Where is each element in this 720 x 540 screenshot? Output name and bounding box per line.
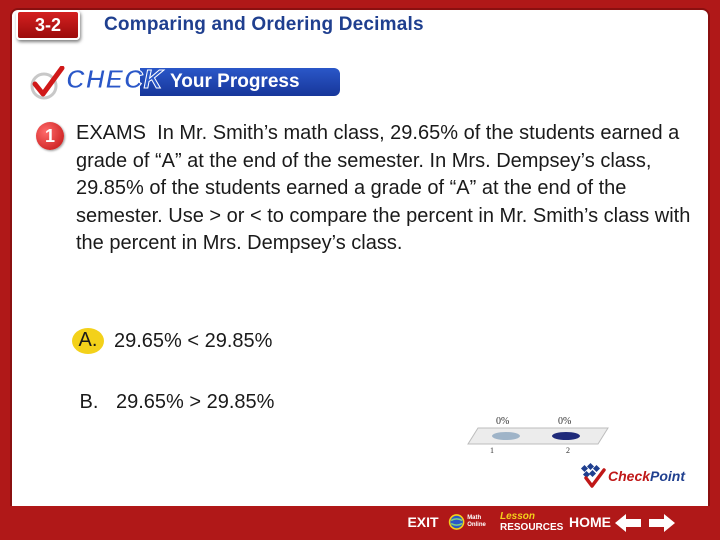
problem-body: In Mr. Smith’s math class, 29.65% of the students earned a grade of “A” at the end of the semester. In Mrs. Dempsey’s class, 29.85% of the students earned a grade of “A” at the end of the semester. Use > or < to compare the percent in Mr. Smith’s class with the percent in Mrs. Dempsey’s class. [76,122,691,254]
answer-letter-b: B. [79,391,99,413]
answer-text-a: 29.65% < 29.85% [114,329,273,352]
lesson-number: 3-2 [34,14,61,35]
check-word: CHECK [66,64,164,94]
checkpoint-point: Point [650,468,686,484]
lesson-resources-line1: Lesson [500,511,536,522]
poll-label-2: 2 [566,446,570,455]
math-online-button[interactable] [448,510,494,534]
arrow-right-icon [647,512,677,534]
check-your-progress-banner [30,64,342,98]
lesson-title: Comparing and Ordering Decimals [104,14,424,35]
poll-percent-1: 0% [496,416,510,427]
home-button[interactable]: HOME [569,514,611,530]
globe-icon [448,511,465,533]
problem-keyword: EXAMS [76,122,147,144]
lesson-resources-button[interactable] [500,510,566,534]
problem-number: 1 [44,125,55,146]
arrow-left-icon [613,512,643,534]
lesson-resources-line2: RESOURCES [500,522,564,533]
checkpoint-label [608,468,685,484]
poll-bar-2 [552,432,580,440]
poll-percent-2: 0% [558,416,572,427]
poll-results-chart [462,414,612,458]
previous-slide-button[interactable] [612,510,644,536]
checkpoint-logo [580,460,690,492]
next-slide-button[interactable] [646,510,678,536]
checkpoint-check: Check [608,468,651,484]
progress-bar-label [140,68,340,96]
answer-option-a[interactable] [76,328,272,354]
lesson-number-badge [16,10,80,40]
answer-letter-a: A. [72,328,104,354]
exit-button[interactable]: EXIT [407,514,439,530]
math-online-label: Math Online [467,515,486,528]
checkmark-icon [30,66,66,100]
progress-label: Your Progress [170,71,300,92]
poll-base [462,414,612,458]
problem-text [76,120,706,258]
answer-text-b: 29.65% > 29.85% [116,390,275,413]
poll-label-1: 1 [490,446,494,455]
answer-option-b[interactable] [76,390,274,414]
checkpoint-icon [580,462,606,490]
poll-bar-1 [492,432,520,440]
problem-number-badge [36,122,64,150]
